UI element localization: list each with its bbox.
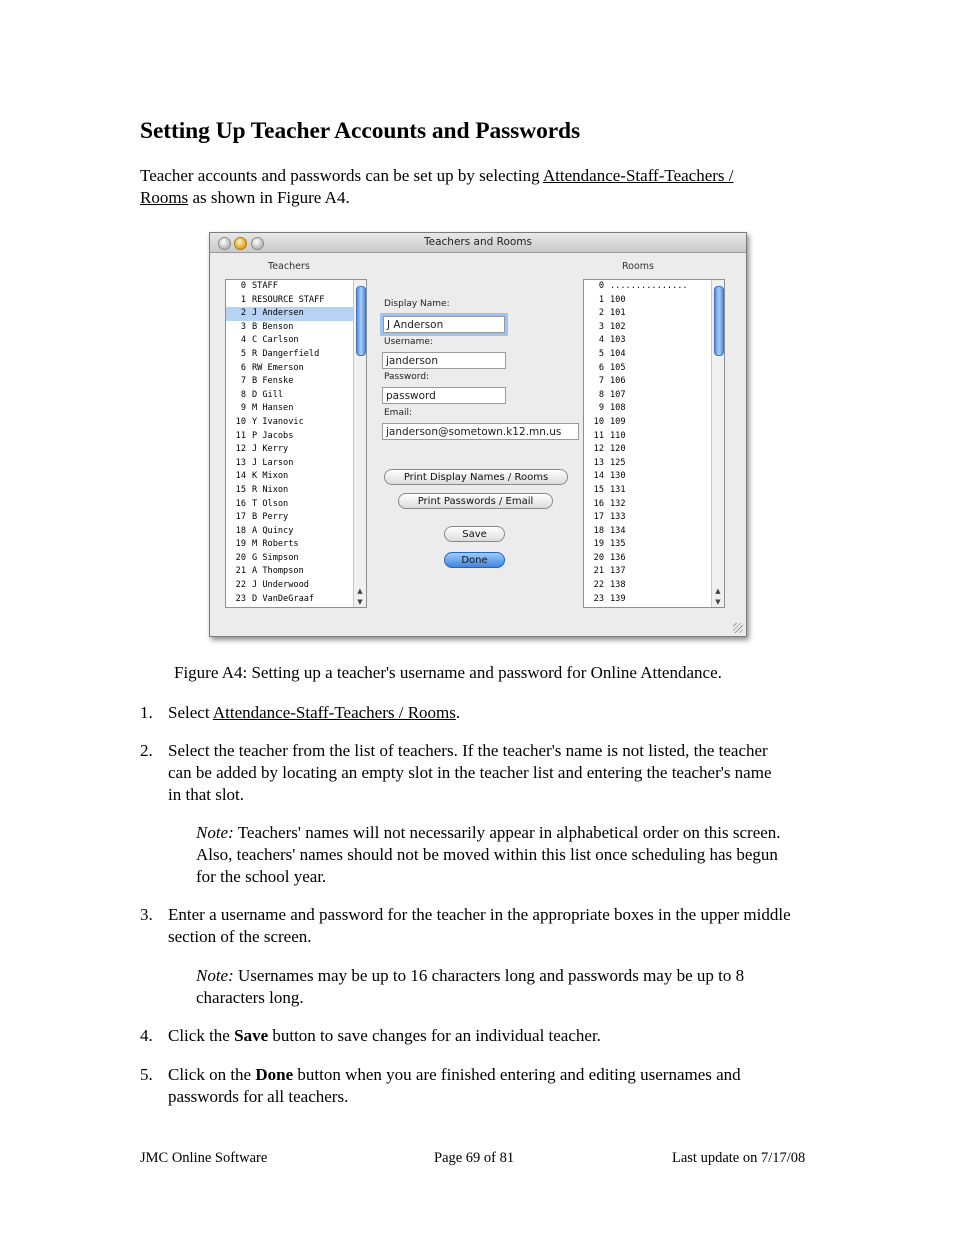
teacher-row[interactable]: [226, 321, 366, 335]
footer-right: Last update on 7/17/08: [672, 1150, 806, 1166]
room-row[interactable]: [584, 552, 724, 566]
figure-caption: Figure A4: Setting up a teacher's username and password for Online Attendance.: [174, 663, 722, 682]
teacher-row-name: J Larson: [252, 457, 294, 468]
room-row[interactable]: [584, 348, 724, 362]
display-name-field[interactable]: J Anderson: [383, 316, 505, 333]
teacher-row-number: 4: [240, 335, 246, 346]
teacher-row-number: 13: [235, 457, 246, 468]
room-row[interactable]: [584, 511, 724, 525]
room-row[interactable]: [584, 484, 724, 498]
teacher-row-number: 3: [240, 321, 246, 332]
teacher-row-name: M Hansen: [252, 403, 294, 414]
step-number: 2.: [140, 741, 153, 760]
room-row-name: 134: [610, 525, 626, 536]
username-field[interactable]: janderson: [382, 352, 506, 369]
room-row-name: ...............: [610, 281, 688, 291]
room-row[interactable]: [584, 443, 724, 457]
teacher-row-name: G Simpson: [252, 552, 299, 563]
teacher-row-name: Y Ivanovic: [252, 416, 304, 427]
teachers-label: Teachers: [268, 261, 310, 272]
room-row-name: 131: [610, 484, 626, 495]
scroll-up-icon[interactable]: ▲: [715, 587, 721, 595]
teacher-row[interactable]: [226, 280, 366, 294]
teacher-row-number: 14: [235, 471, 246, 482]
room-row-name: 120: [610, 444, 626, 455]
room-row[interactable]: [584, 294, 724, 308]
room-row[interactable]: [584, 430, 724, 444]
step-1-link: Attendance-Staff-Teachers / Rooms: [212, 703, 456, 722]
room-row[interactable]: [584, 579, 724, 593]
room-row-name: 132: [610, 498, 626, 509]
step-2: Select the teacher from the list of teachers. If the teacher's name is not listed, the teacher can be added by locating an empty slot in the teacher list and entering the teacher's name in that slot.: [168, 741, 772, 804]
teacher-row[interactable]: [226, 294, 366, 308]
room-row[interactable]: [584, 565, 724, 579]
teacher-row-name: D Gill: [252, 389, 284, 400]
footer-left: JMC Online Software: [140, 1150, 268, 1166]
teacher-row-number: 12: [235, 444, 246, 455]
teacher-row-number: 19: [235, 539, 246, 550]
scroll-down-icon[interactable]: ▼: [715, 598, 721, 606]
room-row-name: 109: [610, 416, 626, 427]
note-2-label: Note:: [196, 966, 234, 985]
teacher-row-name: B Perry: [252, 512, 289, 523]
room-row[interactable]: [584, 362, 724, 376]
room-row-number: 20: [593, 552, 604, 563]
menu-path-link-cont: Rooms: [140, 188, 189, 207]
teacher-row[interactable]: [226, 334, 366, 348]
step-1-text: Select: [168, 703, 213, 722]
teacher-row-name: A Thompson: [252, 566, 304, 577]
room-row-name: 107: [610, 389, 626, 400]
teacher-row-name: J Andersen: [252, 308, 304, 319]
scroll-thumb[interactable]: [714, 286, 724, 356]
footer-page-number: Page 69 of 81: [434, 1150, 515, 1166]
done-button[interactable]: Done: [444, 552, 505, 568]
step-number: 5.: [140, 1065, 153, 1084]
teacher-row-number: 6: [240, 362, 246, 373]
teacher-row[interactable]: [226, 416, 366, 430]
room-row-number: 16: [593, 498, 604, 509]
teacher-row[interactable]: [226, 511, 366, 525]
room-row-number: 11: [593, 430, 604, 441]
room-row-number: 22: [593, 580, 604, 591]
step-1-end: .: [455, 703, 461, 722]
teacher-row-number: 18: [235, 525, 246, 536]
room-row-number: 3: [598, 321, 604, 332]
rooms-label: Rooms: [622, 261, 655, 272]
room-row-number: 15: [593, 484, 604, 495]
teacher-row-name: C Carlson: [252, 335, 299, 346]
room-row[interactable]: [584, 470, 724, 484]
teacher-row-name: M Roberts: [252, 539, 299, 550]
teacher-row-name: B Fenske: [252, 376, 294, 387]
teacher-row[interactable]: [226, 443, 366, 457]
scroll-up-icon[interactable]: ▲: [357, 587, 363, 595]
teacher-row[interactable]: [226, 498, 366, 512]
page-title: Setting Up Teacher Accounts and Passwords: [140, 118, 581, 144]
teacher-row[interactable]: [226, 470, 366, 484]
print-display-names-button[interactable]: Print Display Names / Rooms: [384, 469, 568, 485]
teacher-row[interactable]: [226, 307, 366, 321]
room-row-name: 110: [610, 430, 626, 441]
teacher-row-name: D VanDeGraaf: [252, 593, 315, 604]
intro-text-end: as shown in Figure A4.: [188, 188, 350, 207]
teacher-row-name: B Benson: [252, 321, 294, 332]
step-1: [168, 702, 818, 724]
teacher-row-name: K Mixon: [252, 471, 289, 482]
room-row[interactable]: [584, 375, 724, 389]
room-row-number: 23: [593, 593, 604, 604]
teacher-row-name: P Jacobs: [252, 430, 294, 441]
room-row[interactable]: [584, 538, 724, 552]
teacher-row-number: 21: [235, 566, 246, 577]
teacher-row[interactable]: [226, 484, 366, 498]
room-row-name: 137: [610, 566, 626, 577]
room-row-number: 9: [598, 403, 604, 414]
room-row-name: 100: [610, 294, 626, 305]
teacher-row[interactable]: [226, 538, 366, 552]
room-row-number: 8: [598, 389, 604, 400]
teacher-row-number: 0: [240, 281, 246, 291]
room-row-number: 14: [593, 471, 604, 482]
teachers-list[interactable]: [225, 279, 367, 608]
step-5-bold: Done: [255, 1065, 294, 1084]
scroll-down-icon[interactable]: ▼: [357, 598, 363, 606]
room-row-name: 102: [610, 321, 626, 332]
room-row-number: 19: [593, 539, 604, 550]
step-5-end: button when you are finished entering and editing usernames and passwords for all teachers.: [168, 1065, 741, 1106]
teacher-row[interactable]: [226, 579, 366, 593]
room-row-name: 133: [610, 512, 626, 523]
step-5: [168, 1064, 808, 1108]
note-1-text: Teachers' names will not necessarily appear in alphabetical order on this screen. Also, teachers' names should not be moved within this list once scheduling has begun for the school year.: [196, 823, 781, 886]
note-1: [196, 822, 796, 888]
room-row[interactable]: [584, 389, 724, 403]
room-row-name: 136: [610, 552, 626, 563]
teacher-row-number: 2: [240, 308, 246, 319]
room-row-number: 6: [598, 362, 604, 373]
step-number: 4.: [140, 1026, 153, 1045]
step-5-text: Click on the: [168, 1065, 256, 1084]
note-1-label: Note:: [196, 823, 234, 842]
print-passwords-button[interactable]: Print Passwords / Email: [398, 493, 553, 509]
teacher-row-name: T Olson: [252, 498, 289, 509]
teacher-row-name: STAFF: [252, 281, 278, 291]
step-4: [168, 1025, 818, 1047]
password-field[interactable]: password: [382, 387, 506, 404]
teacher-row-number: 5: [240, 348, 246, 359]
resize-grip-icon[interactable]: [733, 623, 743, 633]
note-2: [196, 965, 806, 1009]
room-row[interactable]: [584, 402, 724, 416]
teacher-row-name: J Underwood: [252, 580, 309, 591]
scroll-thumb[interactable]: [356, 286, 366, 356]
teacher-row-name: J Kerry: [252, 444, 289, 455]
window-title: Teachers and Rooms: [424, 236, 532, 248]
email-label: Email:: [384, 408, 413, 418]
room-row[interactable]: [584, 280, 724, 294]
room-row[interactable]: [584, 498, 724, 512]
email-field[interactable]: janderson@sometown.k12.mn.us: [382, 423, 579, 440]
room-row-name: 135: [610, 539, 626, 550]
teacher-row-name: R Nixon: [252, 484, 289, 495]
teacher-row-number: 22: [235, 580, 246, 591]
room-row[interactable]: [584, 307, 724, 321]
teacher-row[interactable]: [226, 402, 366, 416]
step-4-end: button to save changes for an individual teacher.: [268, 1026, 601, 1045]
room-row[interactable]: [584, 321, 724, 335]
username-label: Username:: [384, 337, 433, 347]
step-number: 3.: [140, 905, 153, 924]
teacher-row-number: 17: [235, 512, 246, 523]
teachers-scrollbar[interactable]: [353, 280, 366, 607]
window-titlebar[interactable]: [210, 233, 746, 253]
teacher-row[interactable]: [226, 525, 366, 539]
teacher-row-name: RW Emerson: [252, 362, 304, 373]
room-row[interactable]: [584, 416, 724, 430]
teacher-row-number: 16: [235, 498, 246, 509]
room-row[interactable]: [584, 525, 724, 539]
room-row-name: 130: [610, 471, 626, 482]
room-row[interactable]: [584, 593, 724, 607]
password-label: Password:: [384, 372, 430, 382]
teacher-row[interactable]: [226, 593, 366, 607]
rooms-scrollbar[interactable]: [711, 280, 724, 607]
room-row-number: 5: [598, 348, 604, 359]
teacher-row[interactable]: [226, 457, 366, 471]
intro-text: Teacher accounts and passwords can be set up by selecting: [140, 166, 543, 185]
teacher-row-name: A Quincy: [252, 525, 294, 536]
room-row-name: 106: [610, 376, 626, 387]
teacher-row[interactable]: [226, 389, 366, 403]
note-2-text: Usernames may be up to 16 characters long and passwords may be up to 8 characters long.: [196, 966, 745, 1007]
room-row-number: 17: [593, 512, 604, 523]
room-row-name: 104: [610, 348, 626, 359]
room-row-number: 0: [598, 281, 604, 291]
teacher-row[interactable]: [226, 348, 366, 362]
menu-path-link: Attendance-Staff-Teachers /: [542, 166, 734, 185]
room-row-number: 12: [593, 444, 604, 455]
room-row-number: 21: [593, 566, 604, 577]
room-row-number: 2: [598, 308, 604, 319]
step-4-text: Click the: [168, 1026, 235, 1045]
room-row-name: 105: [610, 362, 626, 373]
teacher-row-name: R Dangerfield: [252, 348, 320, 359]
room-row-number: 1: [598, 294, 604, 305]
teacher-row[interactable]: [226, 430, 366, 444]
room-row-number: 13: [593, 457, 604, 468]
teacher-row-number: 20: [235, 552, 246, 563]
room-row-name: 108: [610, 403, 626, 414]
room-row[interactable]: [584, 334, 724, 348]
teacher-row[interactable]: [226, 552, 366, 566]
room-row-name: 103: [610, 335, 626, 346]
display-name-label: Display Name:: [384, 299, 450, 309]
step-number: 1.: [140, 703, 153, 722]
room-row-name: 125: [610, 457, 626, 468]
room-row-name: 101: [610, 308, 626, 319]
teacher-row-number: 8: [240, 389, 246, 400]
teacher-row-name: RESOURCE STAFF: [252, 294, 325, 305]
intro-paragraph: [140, 165, 820, 209]
room-row-name: 139: [610, 593, 626, 604]
teacher-row-number: 23: [235, 593, 246, 604]
teacher-row[interactable]: [226, 375, 366, 389]
rooms-list[interactable]: [583, 279, 725, 608]
room-row-name: 138: [610, 580, 626, 591]
step-4-bold: Save: [234, 1026, 269, 1045]
teacher-row[interactable]: [226, 565, 366, 579]
step-3: Enter a username and password for the teacher in the appropriate boxes in the upper middle section of the screen.: [168, 905, 791, 946]
room-row-number: 18: [593, 525, 604, 536]
room-row-number: 10: [593, 416, 604, 427]
teacher-row[interactable]: [226, 362, 366, 376]
save-button[interactable]: Save: [444, 526, 505, 542]
room-row[interactable]: [584, 457, 724, 471]
teachers-rooms-window: [209, 232, 747, 637]
room-row-number: 7: [598, 376, 604, 387]
teacher-row-number: 10: [235, 416, 246, 427]
teacher-row-number: 1: [240, 294, 246, 305]
room-row-number: 4: [598, 335, 604, 346]
teacher-row-number: 7: [240, 376, 246, 387]
teacher-row-number: 11: [235, 430, 246, 441]
teacher-row-number: 15: [235, 484, 246, 495]
teacher-row-number: 9: [240, 403, 246, 414]
